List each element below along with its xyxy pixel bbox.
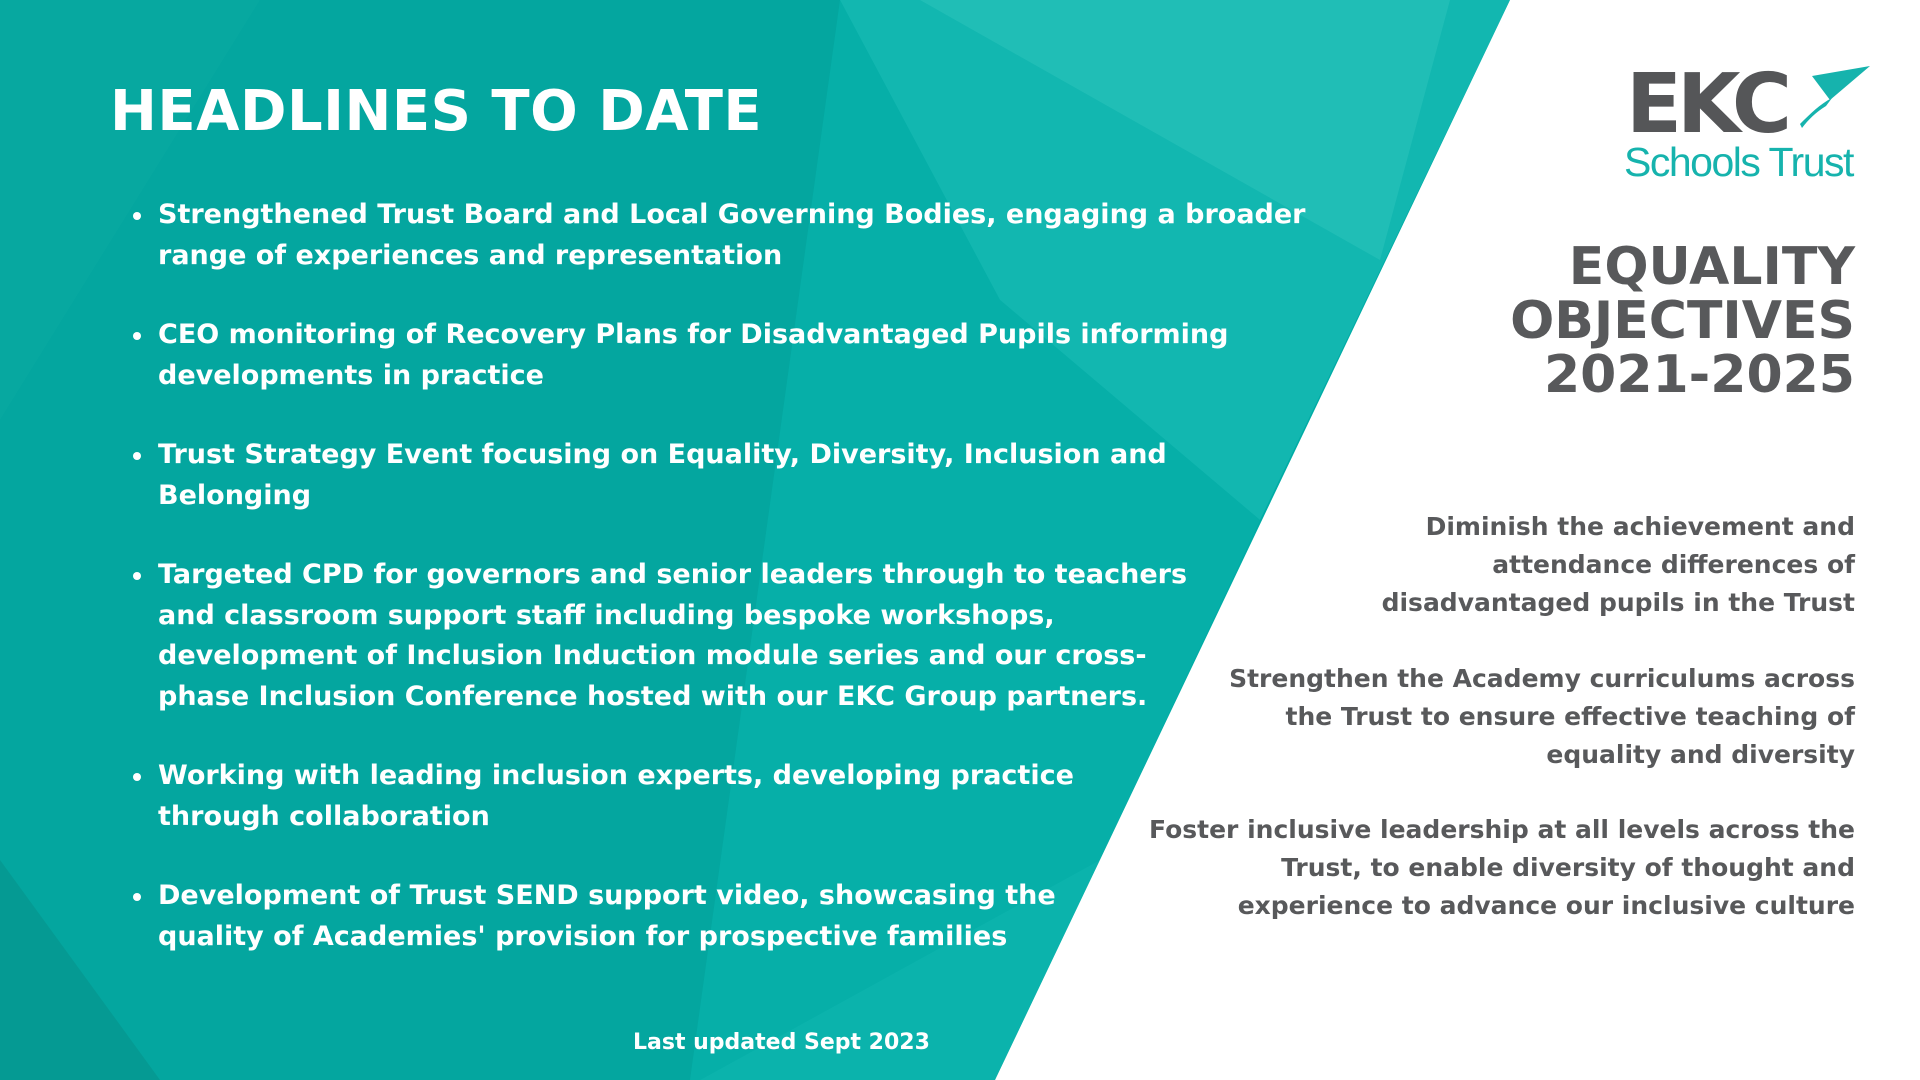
logo-wordmark: EKC [1626,57,1788,152]
objective-item: Diminish the achievement and attendance differences of disadvantaged pupils in the Trust [1381,512,1855,617]
arrow-swoosh-icon [1770,58,1875,128]
headline-item: Working with leading inclusion experts, developing practice through collaboration [158,756,1118,837]
objectives-title [1510,237,1855,405]
objective-item: Foster inclusive leadership at all levels across the Trust, to enable diversity of thought and experience to advance our inclusive culture [1149,815,1855,920]
objectives-title-line: 2021-2025 [1543,345,1855,405]
headline-item: Trust Strategy Event focusing on Equality, Diversity, Inclusion and Belonging [158,435,1198,516]
headlines-title: HEADLINES TO DATE [110,79,763,144]
logo-subtitle: Schools Trust [1624,139,1853,185]
objectives-title-line: EQUALITY [1568,237,1855,297]
headline-item: Strengthened Trust Board and Local Governing Bodies, engaging a broader range of experiences and representation [158,195,1318,276]
ekc-schools-trust-logo [1620,58,1870,188]
headline-item: CEO monitoring of Recovery Plans for Disadvantaged Pupils informing developments in practice [158,315,1258,396]
objective-item: Strengthen the Academy curriculums across the Trust to ensure effective teaching of equality and diversity [1229,664,1855,769]
last-updated-note: Last updated Sept 2023 [633,1030,930,1055]
objectives-title-line: OBJECTIVES [1510,291,1855,351]
headline-item: Targeted CPD for governors and senior leaders through to teachers and classroom support staff including bespoke workshops, development of Inclusion Induction module series and our cross-phase Inclusion Conference hosted with our EKC Group partners. [158,555,1218,717]
headline-item: Development of Trust SEND support video, showcasing the quality of Academies' provision for prospective families [158,876,1078,957]
